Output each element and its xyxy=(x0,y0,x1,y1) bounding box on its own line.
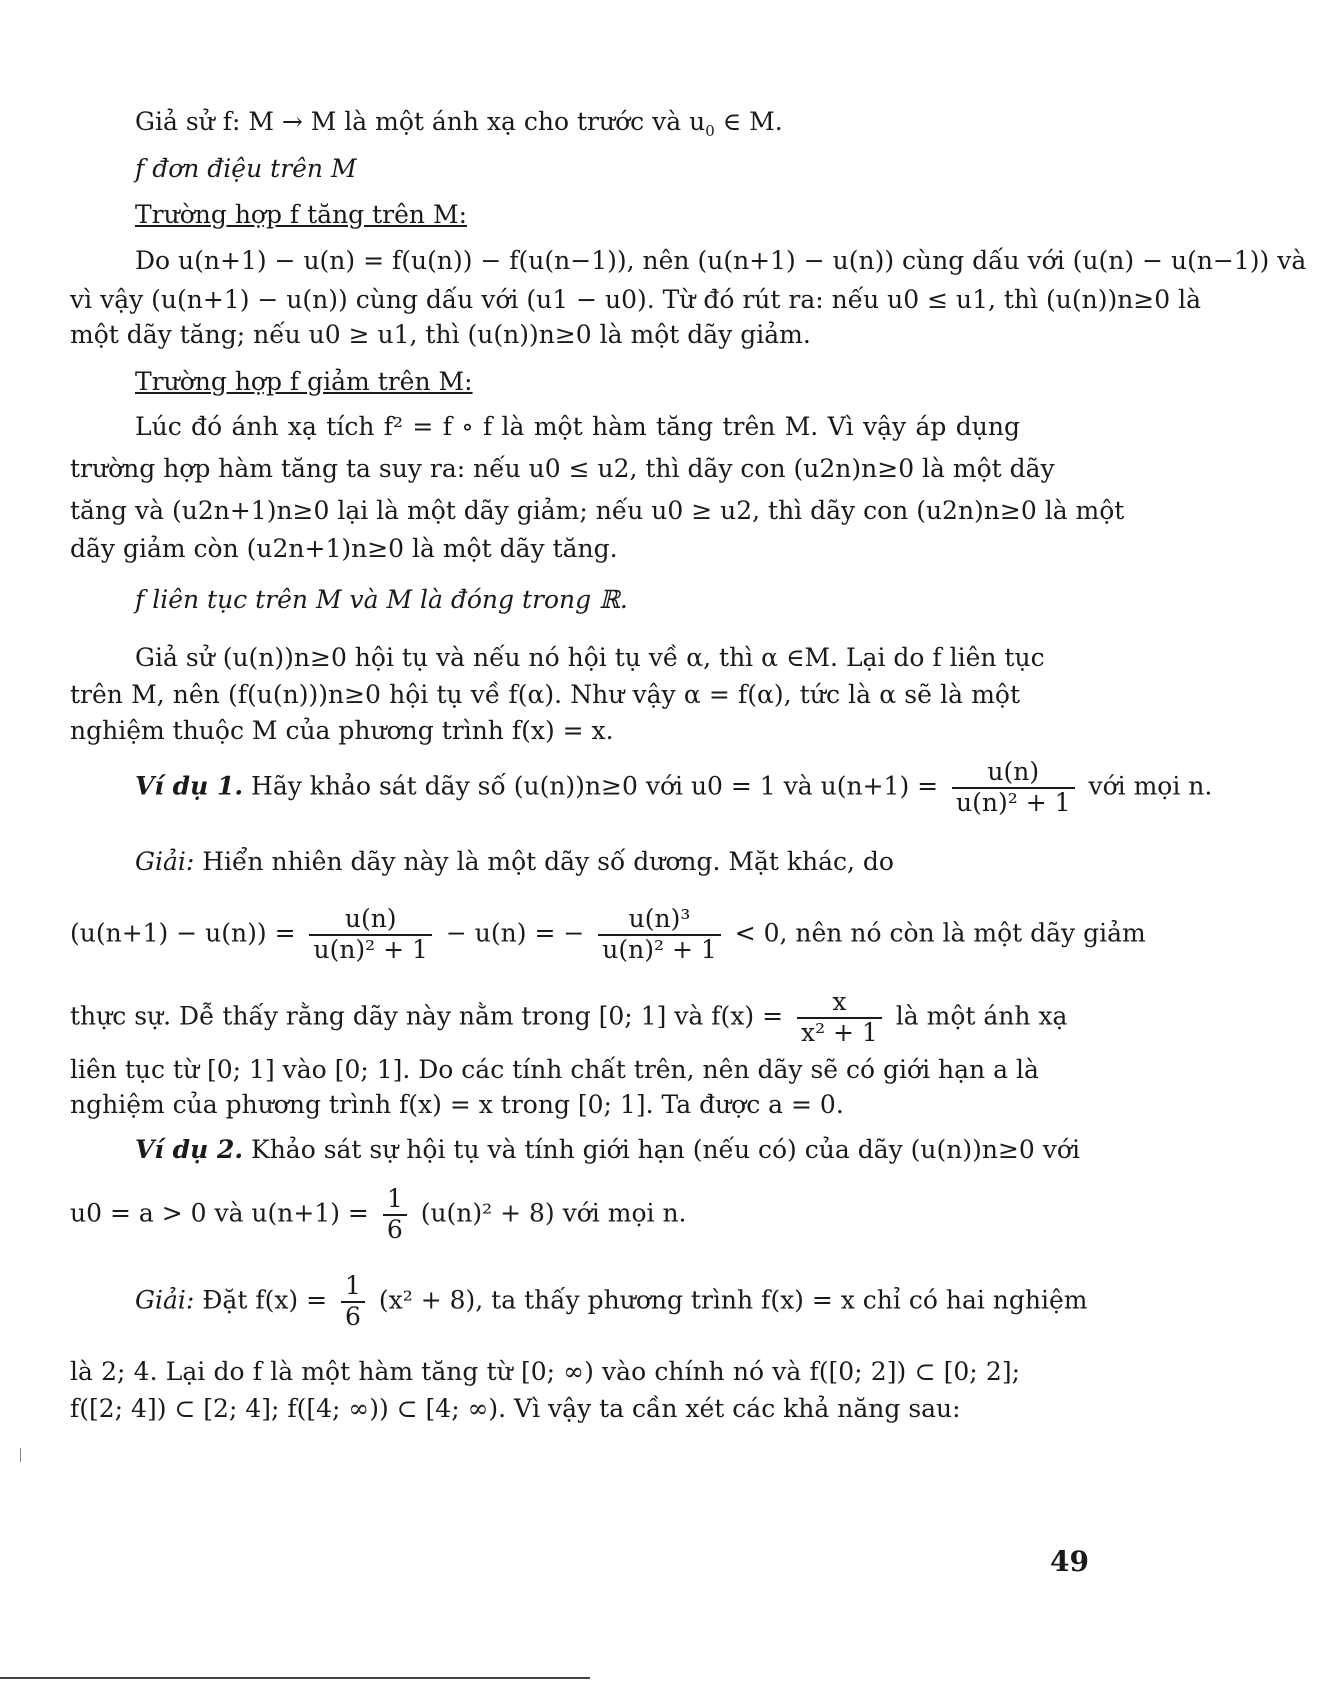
margin-mark xyxy=(20,1448,21,1462)
solution-2-fraction: $\frac{1}{6}$ xyxy=(341,1272,365,1332)
example-1-fraction: $\frac{u(n)}{\text{u(n)² + 1}}$ xyxy=(952,758,1074,818)
solution-2-line2: là 2; 4. Lại do f là một hàm tăng từ [0; ∞) vào chính nó và f([0; 2]) ⊂ [0; 2]; xyxy=(70,1357,1020,1386)
solution-1-label: Giải: xyxy=(135,847,195,876)
example-2-fraction: $\frac{1}{6}$ xyxy=(383,1185,407,1245)
para-decreasing-line1: Lúc đó ánh xạ tích f² = f ∘ f là một hàm tăng trên M. Vì vậy áp dụng xyxy=(135,412,1020,441)
page-number: 49 xyxy=(1050,1545,1089,1578)
para-decreasing-line4: dãy giảm còn (u2n+1)n≥0 là một dãy tăng. xyxy=(70,534,618,563)
bottom-rule xyxy=(0,1677,590,1679)
example-1-label: Ví dụ 1. xyxy=(135,771,244,801)
example-2-line2: u0 = a > 0 và u(n+1) = $\frac{1}{6}$ (u(n)² + 8) với mọi n. xyxy=(70,1184,687,1244)
solution-1-line2: liên tục từ [0; 1] vào [0; 1]. Do các tính chất trên, nên dãy sẽ có giới hạn a là xyxy=(70,1055,1039,1084)
example-1: Ví dụ 1. Hãy khảo sát dãy số (u(n))n≥0 với u0 = 1 và u(n+1) = $\frac{u(n)}{\text{u(n)² + 1}}$ với mọi n. xyxy=(135,757,1213,817)
para-continuous-line3: nghiệm thuộc M của phương trình f(x) = x. xyxy=(70,716,614,745)
fx-fraction: $\frac{x}{\text{x² + 1}}$ xyxy=(797,988,882,1048)
equation-fraction-1: $\frac{u(n)}{\text{u(n)² + 1}}$ xyxy=(309,905,431,965)
heading-decreasing-case: Trường hợp f giảm trên M: xyxy=(135,367,473,396)
solution-2-line3: f([2; 4]) ⊂ [2; 4]; f([4; ∞)) ⊂ [4; ∞). Vì vậy ta cần xét các khả năng sau: xyxy=(70,1394,961,1423)
example-2-label: Ví dụ 2. xyxy=(135,1135,244,1164)
para-decreasing-line3: tăng và (u2n+1)n≥0 lại là một dãy giảm; nếu u0 ≥ u2, thì dãy con (u2n)n≥0 là một xyxy=(70,496,1125,525)
para-continuous-line2: trên M, nên (f(u(n)))n≥0 hội tụ về f(α). Như vậy α = f(α), tức là α sẽ là một xyxy=(70,680,1020,709)
example-2: Ví dụ 2. Khảo sát sự hội tụ và tính giới hạn (nếu có) của dãy (u(n))n≥0 với xyxy=(135,1135,1080,1164)
solution-2-label: Giải: xyxy=(135,1285,195,1315)
solution-1-line-fx: thực sự. Dễ thấy rằng dãy này nằm trong [0; 1] và f(x) = $\frac{x}{\text{x² + 1}}$ là một ánh xạ xyxy=(70,987,1068,1047)
intro-line: Giả sử f: M → M là một ánh xạ cho trước và $u_0$ ∈ M. xyxy=(135,107,783,140)
solution-1-line3: nghiệm của phương trình f(x) = x trong [0; 1]. Ta được a = 0. xyxy=(70,1090,844,1119)
para-increasing-line1: Do u(n+1) − u(n) = f(u(n)) − f(u(n−1)), nên (u(n+1) − u(n)) cùng dấu với (u(n) − u(n−1)) và xyxy=(135,246,1307,275)
para-decreasing-line2: trường hợp hàm tăng ta suy ra: nếu u0 ≤ u2, thì dãy con (u2n)n≥0 là một dãy xyxy=(70,454,1055,483)
solution-1-equation: (u(n+1) − u(n)) = $\frac{u(n)}{\text{u(n)² + 1}}$ − u(n) = − $\frac{\text{u(n)³}}{\text{u(n)² + 1}}$ < 0, nên nó còn là một dãy giảm xyxy=(70,904,1146,964)
heading-monotone: f đơn điệu trên M xyxy=(135,154,357,183)
heading-increasing-case: Trường hợp f tăng trên M: xyxy=(135,200,467,229)
solution-1-intro: Giải: Hiển nhiên dãy này là một dãy số dương. Mặt khác, do xyxy=(135,847,894,876)
heading-continuous: f liên tục trên M và M là đóng trong ℝ. xyxy=(135,585,628,614)
solution-2-intro: Giải: Đặt f(x) = $\frac{1}{6}$ (x² + 8), ta thấy phương trình f(x) = x chỉ có hai nghiệm xyxy=(135,1271,1088,1331)
para-increasing-line2: vì vậy (u(n+1) − u(n)) cùng dấu với (u1 − u0). Từ đó rút ra: nếu u0 ≤ u1, thì (u(n))n≥0 là xyxy=(70,285,1202,314)
para-increasing-line3: một dãy tăng; nếu u0 ≥ u1, thì (u(n))n≥0 là một dãy giảm. xyxy=(70,320,811,349)
equation-fraction-2: $\frac{\text{u(n)³}}{\text{u(n)² + 1}}$ xyxy=(598,905,720,965)
para-continuous-line1: Giả sử (u(n))n≥0 hội tụ và nếu nó hội tụ về α, thì α ∈M. Lại do f liên tục xyxy=(135,643,1045,672)
